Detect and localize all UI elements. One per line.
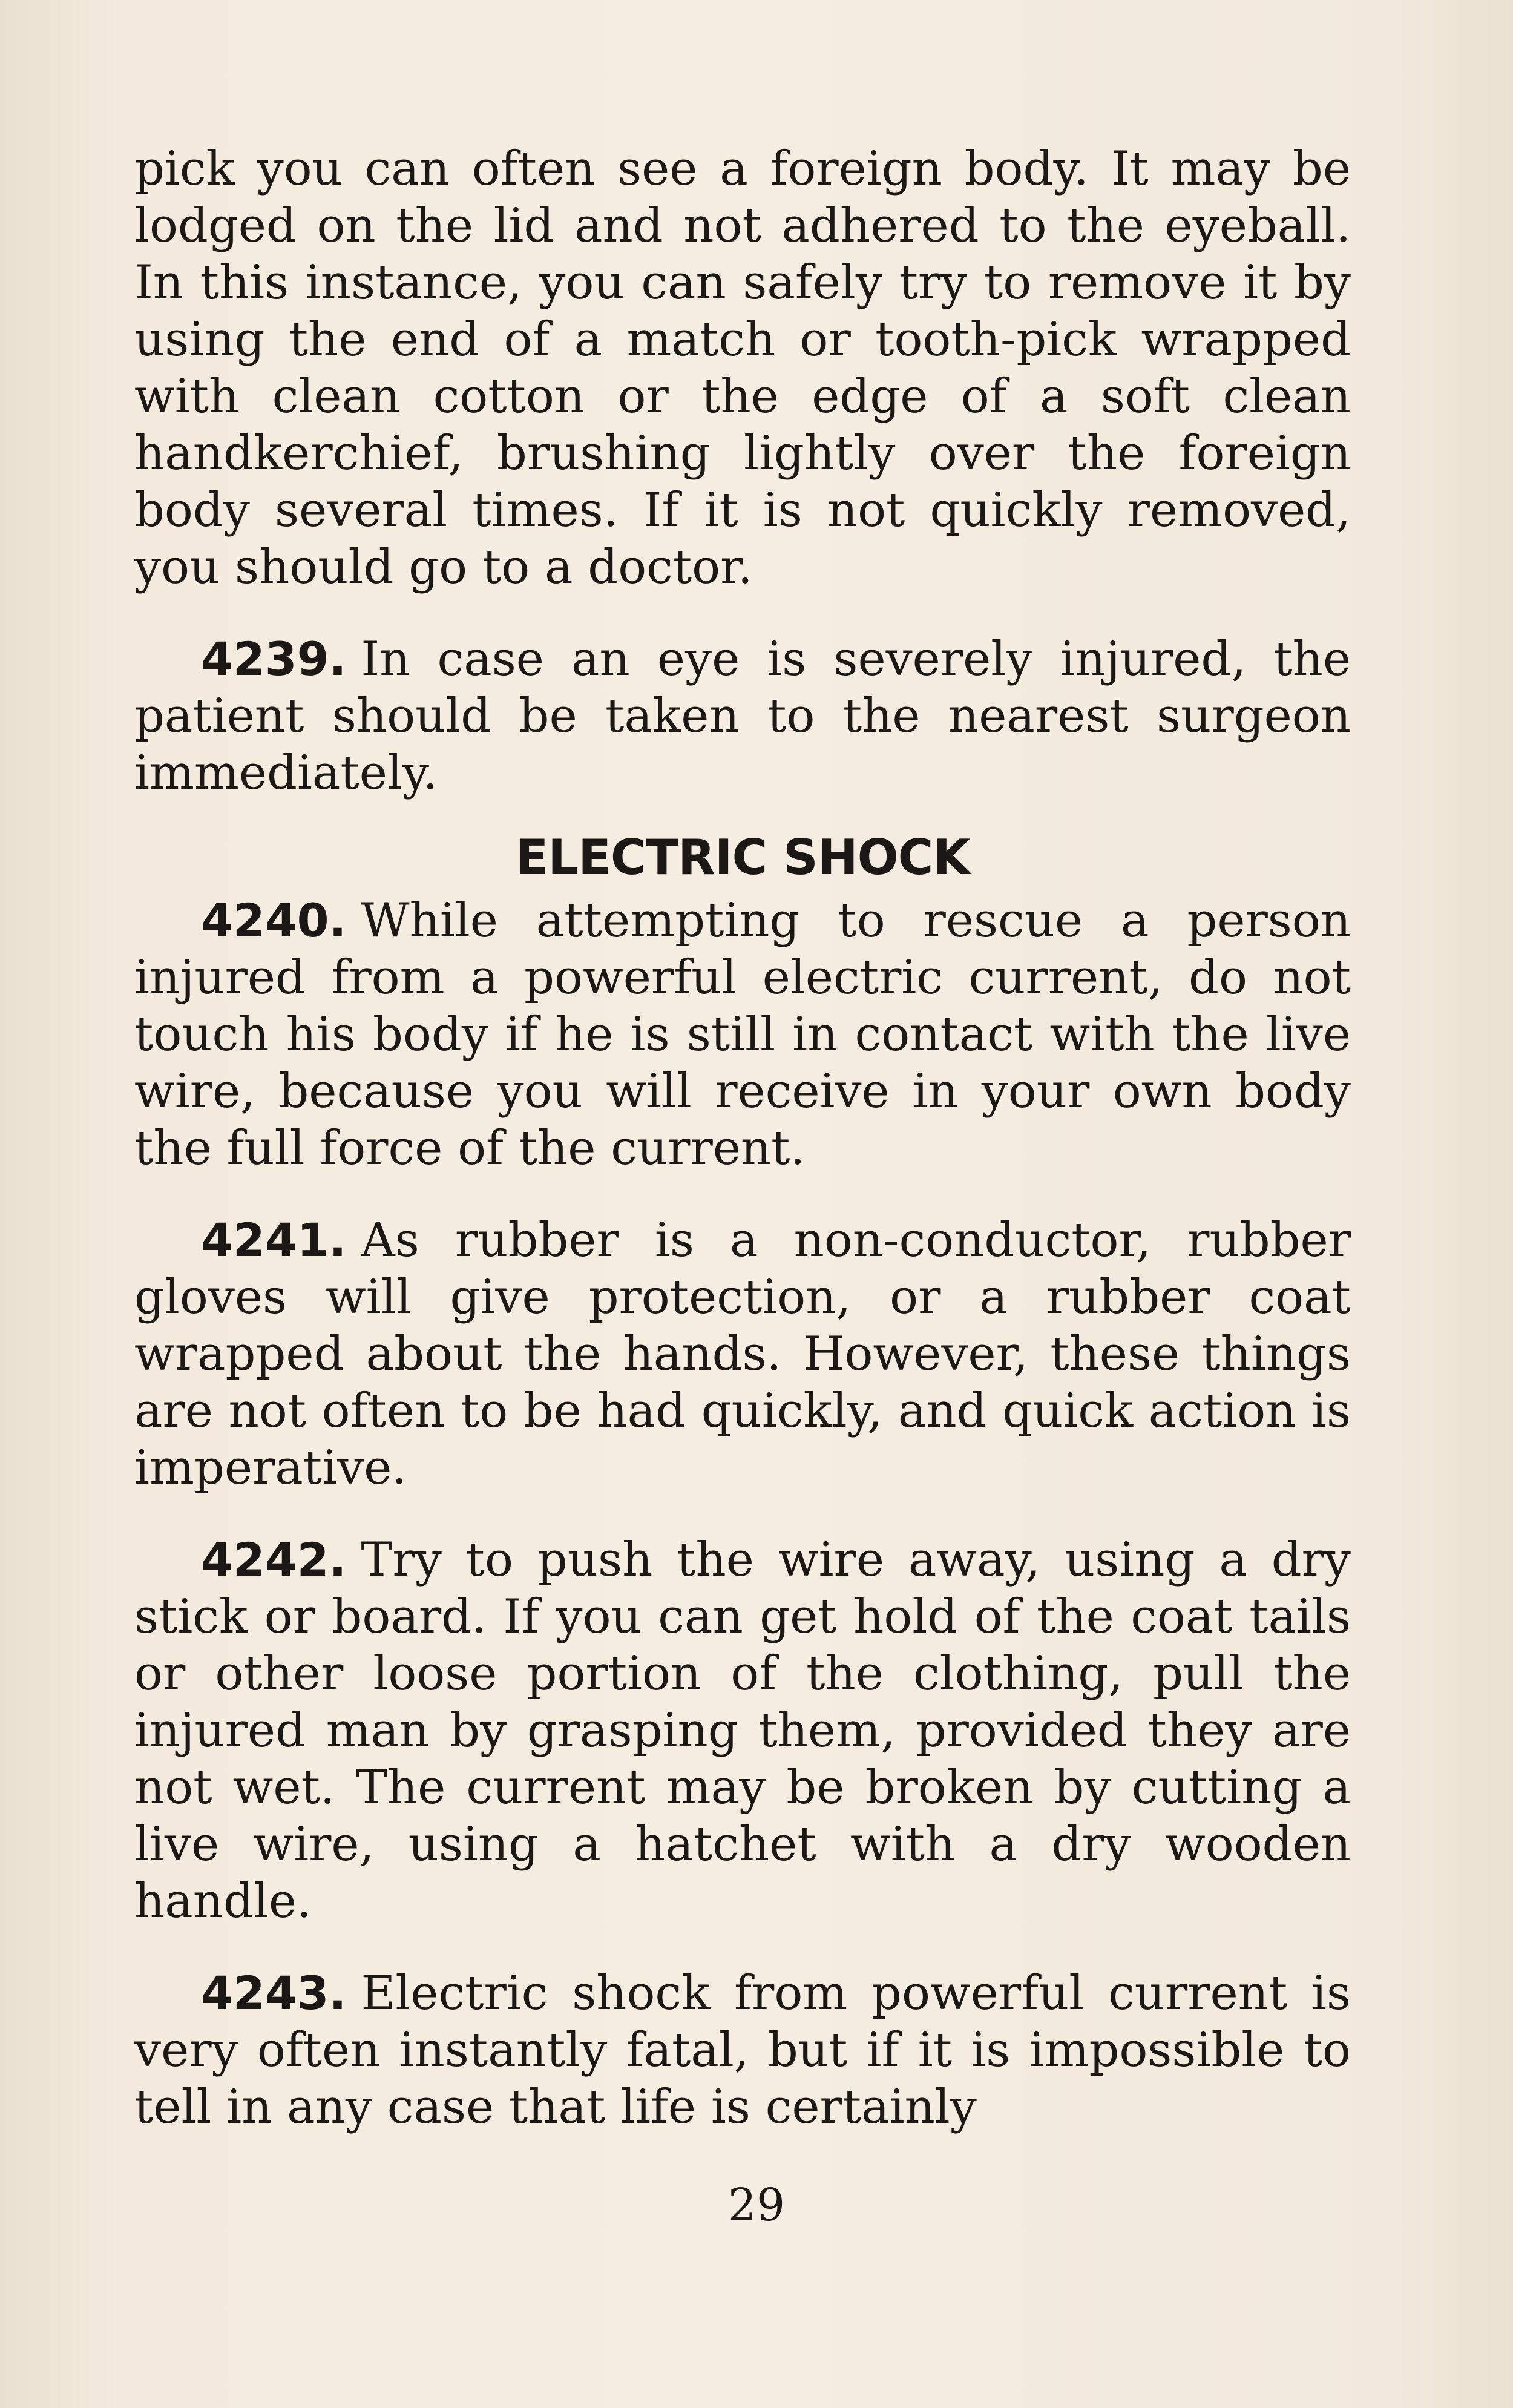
paragraph-number: 4241. <box>201 1213 347 1267</box>
paragraph-4243 <box>134 1965 1351 2136</box>
paragraph-4241 <box>134 1212 1351 1496</box>
section-heading: ELECTRIC SHOCK <box>515 829 970 886</box>
paragraph-4239 <box>134 631 1351 801</box>
continuation-paragraph: pick you can often see a foreign body. It may be lodged on the lid and not adhered to the eyeball. In this instance, you can safely try to remove it by using the end of a match or tooth-pick wrapped with clean cotton or the edge of a soft clean handkerchief, brushing lightly over the foreign body several times. If it is not quickly removed, you should go to a doctor. <box>134 142 1351 594</box>
paragraph-number: 4239. <box>201 632 347 686</box>
paragraph-4240 <box>134 892 1351 1177</box>
paragraph-number: 4242. <box>201 1533 347 1587</box>
page-number: 29 <box>727 2179 786 2231</box>
paragraph-number: 4243. <box>201 1966 347 2020</box>
paragraph-4242 <box>134 1531 1351 1930</box>
paragraph-text: As rubber is a non-conductor, rubber gloves will give protection, or a rubber coat wrapped about the hands. However, these things are not often to be had quickly, and quick action is imperative. <box>134 1213 1351 1495</box>
paragraph-text: In case an eye is severely injured, the patient should be taken to the nearest surgeon immediately. <box>134 632 1351 800</box>
paragraph-text: Electric shock from powerful current is very often instantly fatal, but if it is impossible to tell in any case that life is certainly <box>134 1966 1351 2134</box>
body-text <box>134 140 1351 2136</box>
paragraph-text: While attempting to rescue a person injured from a powerful electric current, do not touch his body if he is still in contact with the live wire, because you will receive in your own body the full force of the current. <box>134 893 1351 1176</box>
paragraph-text: Try to push the wire away, using a dry stick or board. If you can get hold of the coat tails or other loose portion of the clothing, pull the injured man by grasping them, provided they are not wet. The current may be broken by cutting a live wire, using a hatchet with a dry wooden handle. <box>134 1533 1351 1929</box>
paragraph-number: 4240. <box>201 893 347 947</box>
